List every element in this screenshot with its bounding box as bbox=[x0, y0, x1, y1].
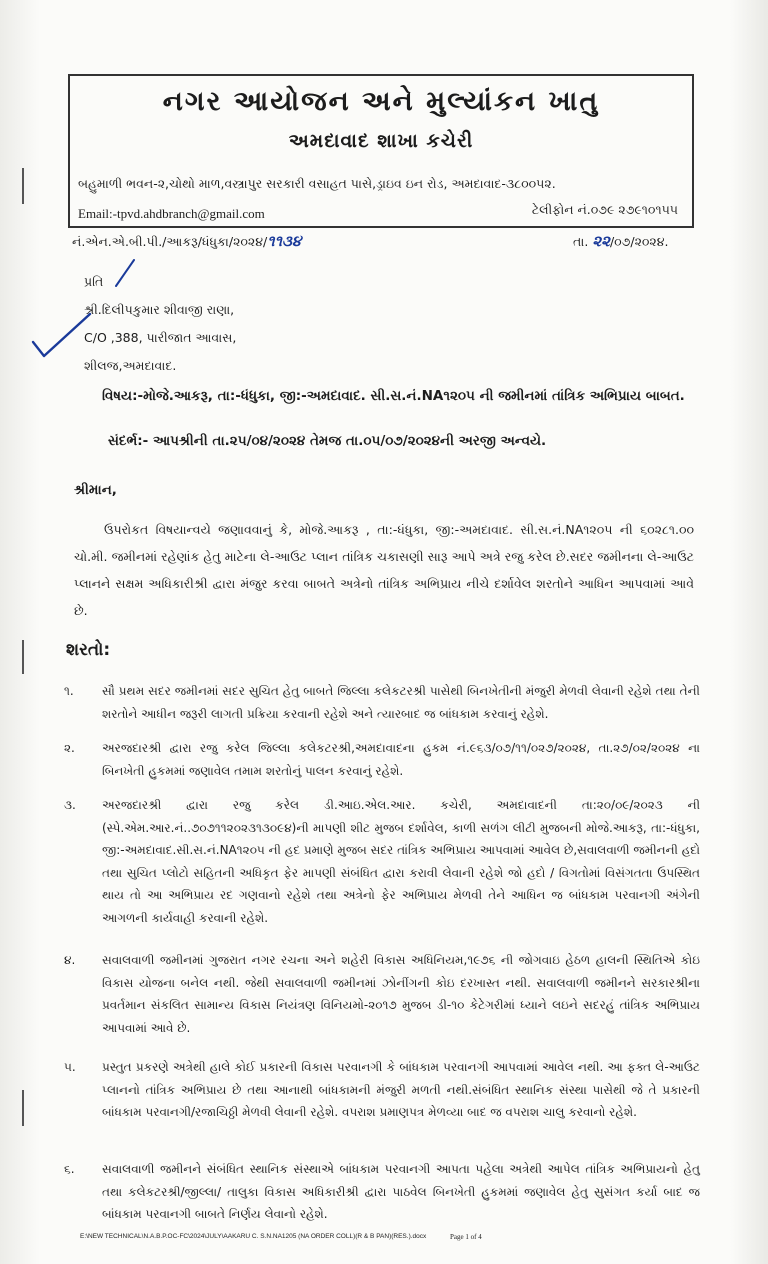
condition-text: સવાલવાળી જમીનમાં ગુજરાત નગર રચના અને શહેરી વિકાસ અધિનિયમ,૧૯૭૬ ની જોગવાઇ હેઠળ હાલની સ્થિતિએ કોઇ વિકાસ યોજના બનેલ નથી. જેથી સવાલવાળી જમીનમાં ઝોનીંગની કોઇ દરખાસ્ત નથી. સવાલવાળી જમીનને સરકારશ્રીના પ્રવર્તમાન સંકલિત સામાન્ય વિકાસ નિયંત્રણ વિનિયમો-૨૦૧૭ મુજબ ડી-૧૦ કેટેગરીમાં ધ્યાને લઇને સદરહું તાંત્રિક અભિપ્રાય આપવામાં આવે છે. bbox=[102, 953, 700, 1035]
office-address: બહુમાળી ભવન-૨,ચોથો માળ,વસ્ત્રાપુર સરકારી વસાહત પાસે,ડ્રાઇવ ઇન રોડ, અમદાવાદ-૩૮૦૦૫૨. bbox=[78, 176, 556, 191]
condition-text: પ્રસ્તુત પ્રકરણે અત્રેથી હાલે કોઈ પ્રકારની વિકાસ પરવાનગી કે બાંધકામ પરવાનગી આપવામાં આવેલ નથી. આ ફક્ત લે-આઉટ પ્લાનનો તાંત્રિક અભિપ્રાય છે તથા આનાથી બાંધકામની મંજુરી મળતી નથી.સંબંધિત સ્થાનિક સંસ્થા પાસેથી જે તે પ્રકારની બાંધકામ પરવાનગી/રજાચિઠ્ઠી મેળવી લેવાની રહેશે. વપરાશ પ્રમાણપત્ર મેળવ્યા બાદ જ વપરાશ ચાલુ કરવાનો રહેશે. bbox=[102, 1060, 700, 1120]
recipient-to: પ્રતિ bbox=[84, 274, 104, 289]
footer-page-number: Page 1 of 4 bbox=[450, 1233, 482, 1241]
condition-item bbox=[64, 1158, 700, 1228]
condition-number: ૨. bbox=[64, 741, 75, 755]
salutation: શ્રીમાન, bbox=[74, 482, 117, 498]
condition-item bbox=[64, 680, 700, 726]
condition-number: ૫. bbox=[64, 1060, 76, 1074]
recipient-address bbox=[84, 268, 236, 380]
date-prefix: તા. bbox=[573, 234, 589, 249]
condition-item bbox=[64, 1056, 700, 1148]
office-email[interactable]: Email:-tpvd.ahdbranch@gmail.com bbox=[78, 206, 265, 221]
condition-number: ૪. bbox=[64, 953, 76, 967]
recipient-name: શ્રી.દિલીપકુમાર શીવાજી રાણા, bbox=[84, 302, 235, 317]
condition-item bbox=[64, 737, 700, 783]
subject-line: વિષય:-મોજે.આકરૂ, તા:-ધંધુકા, જી:-અમદાવાદ. સી.સ.નં.NA૧૨૦૫ ની જમીનમાં તાંત્રિક અભિપ્રાય બાબત. bbox=[102, 388, 685, 404]
condition-text: સવાલવાળી જમીનને સંબંધિત સ્થાનિક સંસ્થાએ બાંધકામ પરવાનગી આપતા પહેલા અત્રેથી આપેલ તાંત્રિક અભિપ્રાયનો હેતુ તથા કલેકટરશ્રી/જીલ્લા/ તાલુકા વિકાસ અધિકારીશ્રી દ્વારા પાઠવેલ બિનખેતી હુકમમાં જણાવેલ હેતુ સુસંગત કર્યા બાદ જ બાંધકામ પરવાનગી બાબતે નિર્ણય લેવાનો રહેશે. bbox=[102, 1162, 700, 1222]
condition-number: ૩. bbox=[64, 798, 76, 812]
margin-mark bbox=[22, 1090, 24, 1126]
date-suffix: /૦૭/૨૦૨૪. bbox=[609, 234, 669, 249]
sandarbh-line: સંદર્ભ:- આપશ્રીની તા.૨૫/૦૪/૨૦૨૪ તેમજ તા.૦૫/૦૭/૨૦૨૪ની અરજી અન્વયે. bbox=[108, 433, 547, 449]
condition-item bbox=[64, 794, 700, 932]
margin-mark bbox=[22, 640, 24, 674]
reference-number bbox=[72, 232, 301, 250]
date-handwritten: ૨૨ bbox=[592, 232, 610, 250]
intro-text: ઉપરોકત વિષયાન્વયે જણાવવાનું કે, મોજે.આકરૂ , તા:-ધંધુકા, જી:-અમદાવાદ. સી.સ.નં.NA૧૨૦૫ ની ૬૦૨૮૧.૦૦ ચો.મી. જમીનમાં રહેણાંક હેતુ માટેના લે-આઉટ પ્લાન તાંત્રિક ચકાસણી સારૂ આપે અત્રે રજુ કરેલ છે.સદર જમીનના લે-આઉટ પ્લાનને સક્ષમ અધિકારીશ્રી દ્વારા મંજુર કરવા બાબતે અત્રેનો તાંત્રિક અભિપ્રાય નીચે દર્શાવેલ શરતોને આધિન આપવામાં આવે છે. bbox=[74, 522, 694, 618]
intro-paragraph bbox=[74, 516, 694, 624]
reference-number-prefix: નં.એન.એ.બી.પી./આકરૂ/ધંધુકા/૨૦૨૪/ bbox=[72, 234, 268, 249]
conditions-heading: શરતો: bbox=[66, 640, 111, 660]
department-title: નગર આયોજન અને મુલ્યાંકન ખાતુ bbox=[162, 86, 600, 117]
condition-number: ૧. bbox=[64, 684, 74, 698]
footer-file-path: E:\NEW TECHNICAL\N.A.B.P.OC-FC\2024\JULY\AAKARU C. S.N.NA1205 (NA ORDER COLL)(R & B PAN)(RES.).docx bbox=[80, 1233, 427, 1240]
letterhead-box bbox=[68, 74, 694, 228]
reference-number-handwritten: ૧૧૩૪ bbox=[267, 232, 302, 250]
letter-date bbox=[573, 232, 669, 250]
recipient-line2: શીલજ,અમદાવાદ. bbox=[84, 358, 177, 373]
condition-text: સૌ પ્રથમ સદર જમીનમાં સદર સુચિત હેતુ બાબતે જિલ્લા કલેકટરશ્રી પાસેથી બિનખેતીની મંજુરી મેળવી લેવાની રહેશે તથા તેની શરતોને આધીન જરૂરી લાગતી પ્રક્રિયા કરવાની રહેશે અને ત્યારબાદ જ બાંધકામ કરવાનું રહેશે. bbox=[102, 684, 700, 721]
office-subtitle: અમદાવાદ શાખા કચેરી bbox=[288, 130, 474, 152]
condition-text: અરજદારશ્રી દ્વારા રજુ કરેલ જિલ્લા કલેકટરશ્રી,અમદાવાદના હુકમ નં.૯૬૩/૦૭/૧૧/૦૨૭/૨૦૨૪, તા.૨૭/૦૨/૨૦૨૪ ના બિનખેતી હુકમમાં જણાવેલ તમામ શરતોનું પાલન કરવાનું રહેશે. bbox=[102, 741, 700, 778]
margin-mark bbox=[22, 168, 24, 204]
office-phone: ટેલીફોન નં.૦૭૯ ૨૭૯૧૦૧૫૫ bbox=[531, 202, 678, 217]
condition-number: ૬. bbox=[64, 1162, 75, 1176]
recipient-line1: C/O ,388, પારીજાત આવાસ, bbox=[84, 330, 237, 345]
condition-text: અરજદારશ્રી દ્વારા રજુ કરેલ ડી.આઇ.એલ.આર. કચેરી, અમદાવાદની તા:૨૦/૦૯/૨૦૨૩ ની (સ્પે.એમ.આર.નં..૭૦૭૧૧૨૦૨૩૧૩૦૯૪)ની માપણી શીટ મુજબ દર્શાવેલ, કાળી સળંગ લીટી મુજબની મોજે.આકરૂ, તા:-ધંધુકા, જી:-અમદાવાદ.સી.સ.નં.NA૧૨૦૫ ની હદ પ્રમાણે મુજબ સદર તાંત્રિક અભિપ્રાય આપવામાં આવેલ છે,સવાલવાળી જમીનની હદો તથા સુચિત પ્લોટો સહિતની અધિકૃત ફેર માપણી સંબંધિત દ્વારા કરાવી લેવાની રહેશે જો હદો / વિગતોમાં વિસંગતતા ઉપસ્થિત થાય તો આ અભિપ્રાય રદ ગણવાનો રહેશે તથા અત્રેનો ફેર અભિપ્રાય મેળવી તેને આધિન જ બાંધકામ પરવાનગી અંગેની આગળની કાર્યવાહી કરવાની રહેશે. bbox=[102, 798, 700, 925]
condition-item bbox=[64, 949, 700, 1041]
